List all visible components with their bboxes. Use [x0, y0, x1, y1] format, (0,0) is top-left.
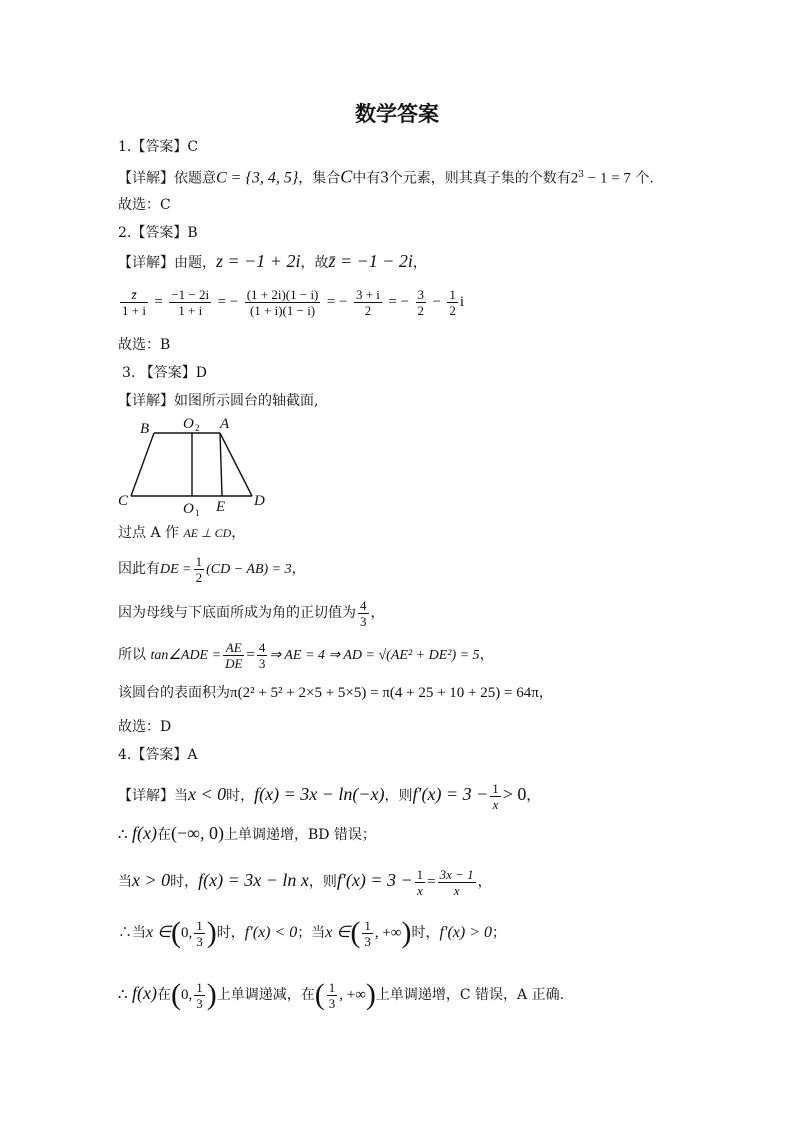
q4-line4: ∴当x ∈(0, $\frac{1}{3}$ )时，f′(x) < 0；当x ∈( $\frac{1}{3}$ , +∞)时，f′(x) > 0；	[118, 916, 506, 949]
label-O2: O	[183, 416, 194, 432]
q3-step1: 过点 A 作 AE ⊥ CD，	[118, 525, 246, 541]
q2-detail: 【详解】由题，z = −1 + 2i，故z̄ = −1 − 2i，	[118, 251, 427, 271]
label-O2-sub: 2	[195, 423, 200, 433]
q4-line2: ∴ f(x)在(−∞, 0)上单调递增，BD 错误；	[118, 823, 376, 843]
edge-BC	[131, 433, 154, 496]
q4-answer: 4.【答案】A	[118, 747, 198, 763]
label-O1: O	[183, 501, 194, 517]
label-E: E	[216, 499, 226, 515]
label-D: D	[254, 493, 265, 509]
q3-step5: 该圆台的表面积为π(2² + 5² + 2×5 + 5×5) = π(4 + 25 + 10 + 25) = 64π，	[118, 685, 553, 701]
label-O1-sub: 1	[195, 508, 200, 517]
q3-step2: 因此有DE = $\frac{1}{2}$ (CD − AB) = 3，	[118, 553, 306, 585]
q1-choose: 故选：C	[118, 197, 171, 213]
q3-choose: 故选：D	[118, 719, 172, 735]
page-title: 数学答案	[355, 101, 439, 126]
q1-detail: 【详解】依题意C = {3, 4, 5}，集合C中有3个元素，则其真子集的个数有$2^3 - 1 = 7$ 个.	[118, 166, 654, 187]
q3-detail: 【详解】如图所示圆台的轴截面,	[118, 393, 319, 409]
q2-choose: 故选：B	[118, 337, 171, 353]
q4-line5: ∴ f(x)在(0, $\frac{1}{3}$ )上单调递减，在( $\frac{1}{3}$ , +∞)上单调递增，C 错误，A 正确.	[118, 978, 565, 1011]
frustum-diagram	[114, 413, 284, 517]
q4-line3: 当x > 0时，f(x) = 3x − ln x，则f′(x) = 3 − $\frac{1}{x}$ = $\frac{3x - 1}{x}$ ，	[118, 866, 492, 898]
label-A: A	[220, 416, 230, 432]
segment-AE	[220, 433, 222, 496]
q4-line1: 【详解】当x < 0时，f(x) = 3x − ln(−x)，则f′(x) = 3 − $\frac{1}{x}$ > 0，	[118, 780, 541, 812]
q3-answer: 3. 【答案】D	[122, 365, 208, 381]
q3-step3: 因为母线与下底面所成为角的正切值为 $\frac{4}{3}$ ，	[118, 597, 385, 629]
label-C: C	[118, 493, 129, 509]
q1-answer: 1.【答案】C	[118, 139, 199, 155]
q3-step4: 所以 tan∠ADE = $\frac{AE}{DE}$ = $\frac{4}{3}$ ⇒ AE = 4 ⇒ AD = √(AE² + DE²) = 5，	[118, 639, 494, 671]
q2-answer: 2.【答案】B	[118, 225, 198, 241]
q2-derivation: $\frac{z̄}{1 + i}$ = $\frac{-1 - 2i}{1 + i}$ = − $\frac{(1 + 2i)(1 - i)}{(1 + i)(1 - i)}$ = − $\frac{3 + i}{2}$ = − $\frac{3}{2}$ − $\frac{1}{2}$ i	[122, 286, 465, 318]
edge-AD	[220, 433, 252, 496]
label-B: B	[140, 421, 150, 437]
